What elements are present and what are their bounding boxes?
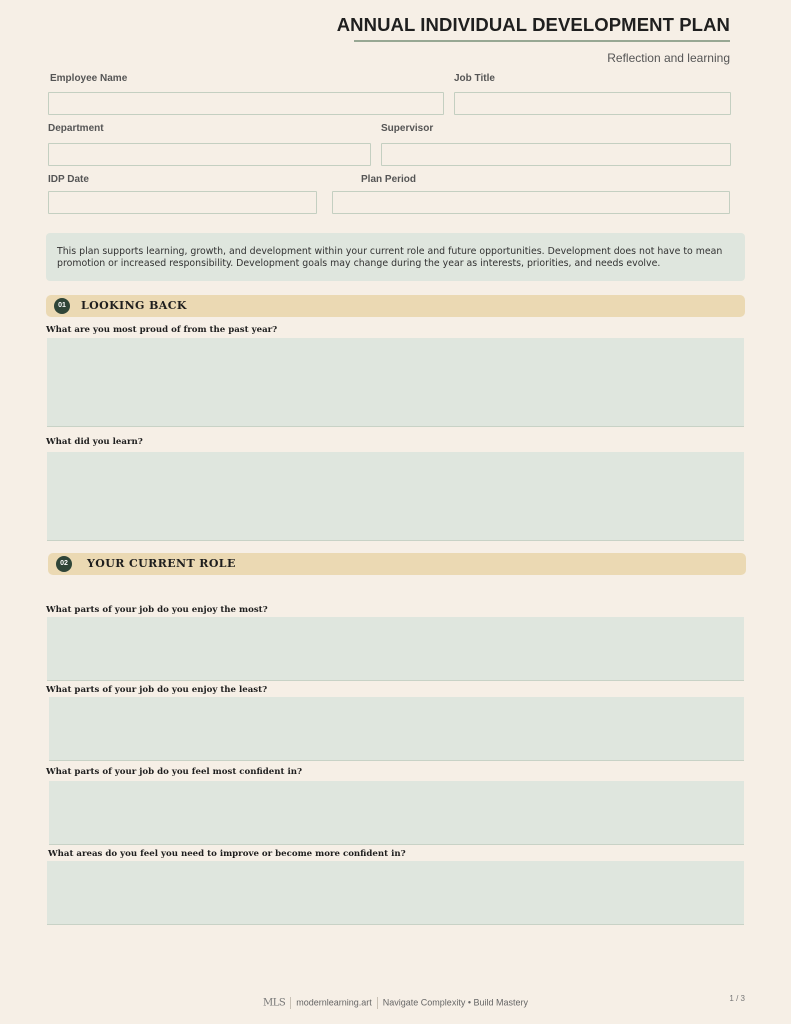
answer-box-enjoy-least[interactable] — [49, 697, 744, 761]
department-label: Department — [48, 123, 104, 134]
answer-box-enjoy-most[interactable] — [47, 617, 744, 681]
question-label: What did you learn? — [46, 437, 143, 447]
job-title-field[interactable] — [454, 92, 731, 115]
job-title-label: Job Title — [454, 73, 495, 84]
question-label: What parts of your job do you feel most confident in? — [46, 767, 302, 777]
answer-box-confident[interactable] — [49, 781, 744, 845]
idp-date-label: IDP Date — [48, 174, 89, 185]
intro-note: This plan supports learning, growth, and development within your current role and future opportunities. Development does not have to mean promotion or increased responsibility. Development goals may change during the year as interests, priorities, and needs evolve. — [46, 233, 745, 281]
answer-box-proud[interactable] — [47, 338, 744, 427]
section-header-looking-back — [46, 295, 745, 317]
question-label: What parts of your job do you enjoy the least? — [46, 685, 268, 695]
page-subtitle: Reflection and learning — [607, 51, 730, 65]
footer — [0, 997, 791, 1009]
title-underline — [354, 40, 730, 42]
footer-tagline: Navigate Complexity • Build Mastery — [382, 997, 528, 1008]
page-number: 1 / 3 — [729, 994, 745, 1003]
employee-name-label: Employee Name — [50, 73, 128, 84]
section-number-badge: 01 — [54, 298, 70, 314]
supervisor-field[interactable] — [381, 143, 731, 166]
question-label: What areas do you feel you need to improve or become more confident in? — [48, 849, 406, 859]
question-label: What are you most proud of from the past year? — [46, 325, 278, 335]
answer-box-improve[interactable] — [47, 861, 744, 925]
idp-date-field[interactable] — [48, 191, 317, 214]
employee-name-field[interactable] — [48, 92, 444, 115]
section-number-badge: 02 — [56, 556, 72, 572]
plan-period-field[interactable] — [332, 191, 730, 214]
plan-period-label: Plan Period — [361, 174, 417, 185]
answer-box-learn[interactable] — [47, 452, 744, 541]
page-title: ANNUAL INDIVIDUAL DEVELOPMENT PLAN — [336, 14, 730, 35]
supervisor-label: Supervisor — [381, 123, 434, 134]
section-title: LOOKING BACK — [81, 299, 187, 312]
footer-divider — [290, 997, 291, 1009]
mls-logo: MLS — [263, 997, 286, 1009]
footer-divider — [377, 997, 378, 1009]
section-header-current-role — [48, 553, 746, 575]
department-field[interactable] — [48, 143, 371, 166]
footer-site-link[interactable]: modernlearning.art — [296, 997, 372, 1008]
section-title: YOUR CURRENT ROLE — [87, 557, 236, 570]
question-label: What parts of your job do you enjoy the most? — [46, 605, 268, 615]
